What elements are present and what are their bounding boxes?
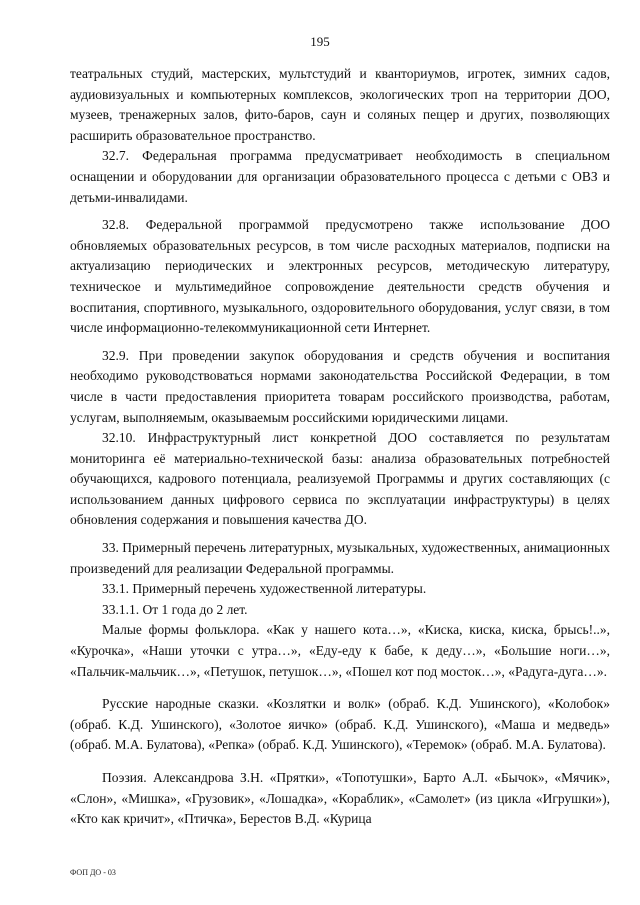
document-body: [70, 64, 610, 830]
paragraph-32-10: 32.10. Инфраструктурный лист конкретной ДОО составляется по результатам мониторинга её материально-технической базы: анализа образовательных потребностей обучающихся, кадрового потенциала, реализуемой Программы и других составляющих (с использованием данных цифрового сервиса по эксплуатации инфраструктуры) в целях обновления содержания и повышения качества ДО.: [70, 430, 610, 528]
paragraph-33-1-1: 33.1.1. От 1 года до 2 лет.: [102, 601, 248, 617]
paragraph-33-1: 33.1. Примерный перечень художественной литературы.: [102, 581, 427, 597]
paragraph-32-9: 32.9. При проведении закупок оборудования и средств обучения и воспитания необходимо руководствоваться нормами законодательства Российской Федерации, в том числе в части предоставления приоритета товарам российского производства, работам, услугам, выполняемым, оказываемым российскими юридическими лицами.: [70, 347, 610, 425]
paragraph-32-7: 32.7. Федеральная программа предусматривает необходимость в специальном оснащении и оборудовании для организации образовательного процесса с детьми с ОВЗ и детьми-инвалидами.: [70, 148, 610, 205]
paragraph-33: 33. Примерный перечень литературных, музыкальных, художественных, анимационных произведений для реализации Федеральной программы.: [70, 540, 610, 576]
footer-code: ФОП ДО - 03: [70, 868, 116, 877]
paragraph-32-8: 32.8. Федеральной программой предусмотрено также использование ДОО обновляемых образовательных ресурсов, в том числе расходных материалов, подписки на актуализацию периодических и электронных ресурсов, методическую литературу, техническое и мультимедийное сопровождение деятельности средств обучения и воспитания, спортивного, музыкального, оздоровительного оборудования, услуг связи, в том числе информационно-телекоммуникационной сети Интернет.: [70, 217, 610, 336]
paragraph-poetry: Поэзия. Александрова З.Н. «Прятки», «Топотушки», Барто А.Л. «Бычок», «Мячик», «Слон», «Мишка», «Грузовик», «Лошадка», «Кораблик», «Самолет» (из цикла «Игрушки»), «Кто как кричит», «Птичка», Берестов В.Д. «Курица: [70, 770, 610, 827]
paragraph-folklore: Малые формы фольклора. «Как у нашего кота…», «Киска, киска, киска, брысь!..», «Курочка», «Наши уточки с утра…», «Еду-еду к бабе, к деду…», «Большие ноги…», «Пальчик-мальчик…», «Петушок, петушок…», «Пошел кот под мосток…», «Радуга-дуга…».: [70, 622, 610, 679]
paragraph-fairy-tales: Русские народные сказки. «Козлятки и волк» (обраб. К.Д. Ушинского), «Колобок» (обраб. К.Д. Ушинского), «Золотое яичко» (обраб. К.Д. Ушинского), «Маша и медведь» (обраб. М.А. Булатова), «Репка» (обраб. К.Д. Ушинского), «Теремок» (обраб. М.А. Булатова).: [70, 696, 610, 753]
page-number: 195: [310, 34, 330, 49]
paragraph-continuation: театральных студий, мастерских, мультстудий и кванториумов, игротек, зимних садов, аудиовизуальных и компьютерных комплексов, экологических троп на территории ДОО, музеев, тренажерных залов, фито-баров, саун и соляных пещер и других, позволяющих расширить образовательное пространство.: [70, 66, 610, 143]
